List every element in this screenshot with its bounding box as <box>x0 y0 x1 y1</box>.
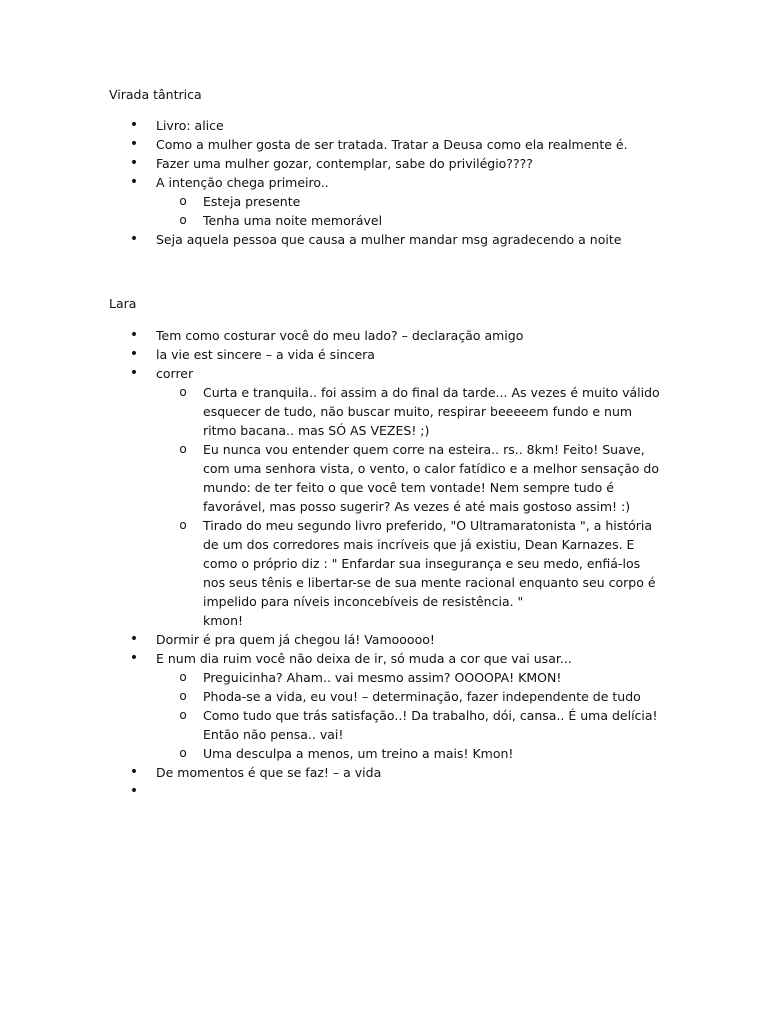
bullet-list-virada <box>0 116 768 249</box>
bullet-icon: • <box>129 231 139 247</box>
list-item-text: A intenção chega primeiro.. <box>156 175 329 190</box>
bullet-icon: • <box>129 650 139 666</box>
list-item <box>0 135 676 154</box>
bullet-icon: • <box>129 764 139 780</box>
sub-bullet-icon: o <box>179 442 187 456</box>
bullet-icon: • <box>129 174 139 190</box>
list-item-text: Dormir é pra quem já chegou lá! Vamooooo! <box>156 632 435 647</box>
bullet-icon: • <box>129 365 139 381</box>
list-item <box>0 326 676 345</box>
sub-bullet-icon: o <box>179 385 187 399</box>
bullet-icon: • <box>129 136 139 152</box>
sub-bullet-icon: o <box>179 518 187 532</box>
list-item <box>0 173 676 230</box>
sub-list-item-text: Eu nunca vou entender quem corre na esteira.. rs.. 8km! Feito! Suave, com uma senhora vista, o vento, o calor fatídico e a melhor sensação do mundo: de ter feito o que você tem vontade! Nem sempre tudo é favorável, mas posso sugerir? As vezes é até mais gostoso assim! :) <box>203 442 659 514</box>
sub-list-item-text: Como tudo que trás satisfação..! Da trabalho, dói, cansa.. É uma delícia! Então não pensa.. vai! <box>203 708 658 742</box>
bullet-icon: • <box>129 631 139 647</box>
list-item-text: De momentos é que se faz! – a vida <box>156 765 382 780</box>
list-item <box>0 630 676 649</box>
sub-list-item-text: Preguicinha? Aham.. vai mesmo assim? OOOOPA! KMON! <box>203 670 562 685</box>
list-item <box>0 649 676 763</box>
sub-list-item-text: Curta e tranquila.. foi assim a do final da tarde... As vezes é muito válido esquecer de tudo, não buscar muito, respirar beeeeem fundo e num ritmo bacana.. mas SÓ AS VEZES! ;) <box>203 385 660 438</box>
section-title-lara: Lara <box>109 296 137 311</box>
list-item-text: E num dia ruim você não deixa de ir, só muda a cor que vai usar... <box>156 651 572 666</box>
sub-list-item <box>179 516 663 630</box>
sub-list <box>156 383 676 630</box>
sub-list-item-text: Esteja presente <box>203 194 301 209</box>
sub-bullet-icon: o <box>179 689 187 703</box>
sub-list-item <box>179 383 663 440</box>
sub-list-item-text: Tenha uma noite memorável <box>203 213 383 228</box>
sub-list-item <box>179 440 663 516</box>
bullet-icon: • <box>129 783 139 799</box>
list-item <box>0 116 676 135</box>
sub-bullet-icon: o <box>179 708 187 722</box>
list-item-text: la vie est sincere – a vida é sincera <box>156 347 375 362</box>
list-item <box>0 345 676 364</box>
sub-list-item <box>179 211 663 230</box>
sub-list-item-text: Phoda-se a vida, eu vou! – determinação, fazer independente de tudo <box>203 689 641 704</box>
sub-list <box>156 668 676 763</box>
list-item <box>0 230 676 249</box>
sub-list <box>156 192 676 230</box>
list-item <box>0 782 676 801</box>
sub-list-item <box>179 744 663 763</box>
sub-list-item-text: Uma desculpa a menos, um treino a mais! Kmon! <box>203 746 514 761</box>
list-item-text: Seja aquela pessoa que causa a mulher mandar msg agradecendo a noite <box>156 232 622 247</box>
sub-list-item-text: Tirado do meu segundo livro preferido, "O Ultramaratonista ", a história de um dos corredores mais incríveis que já existiu, Dean Karnazes. E como o próprio diz : " Enfardar sua insegurança e seu medo, enfiá-los nos seus tênis e libertar-se de sua mente racional enquanto seu corpo é impelido para níveis inconcebíveis de resistência. " <box>203 518 656 609</box>
bullet-list-lara <box>0 326 768 801</box>
list-item-text: Como a mulher gosta de ser tratada. Tratar a Deusa como ela realmente é. <box>156 137 628 152</box>
sub-bullet-icon: o <box>179 746 187 760</box>
list-item <box>0 763 676 782</box>
sub-list-item <box>179 668 663 687</box>
bullet-icon: • <box>129 346 139 362</box>
bullet-icon: • <box>129 117 139 133</box>
bullet-icon: • <box>129 155 139 171</box>
list-item <box>0 364 676 630</box>
sub-list-item-trailing-text: kmon! <box>203 613 243 628</box>
list-item-text: Tem como costurar você do meu lado? – declaração amigo <box>156 328 524 343</box>
sub-bullet-icon: o <box>179 213 187 227</box>
sub-list-item <box>179 706 663 744</box>
sub-list-item <box>179 687 663 706</box>
sub-bullet-icon: o <box>179 194 187 208</box>
sub-bullet-icon: o <box>179 670 187 684</box>
list-item <box>0 154 676 173</box>
list-item-text: correr <box>156 366 194 381</box>
list-item-text: Livro: alice <box>156 118 224 133</box>
list-item-text: Fazer uma mulher gozar, contemplar, sabe do privilégio???? <box>156 156 533 171</box>
bullet-icon: • <box>129 327 139 343</box>
section-title-virada: Virada tântrica <box>109 87 202 102</box>
sub-list-item <box>179 192 663 211</box>
